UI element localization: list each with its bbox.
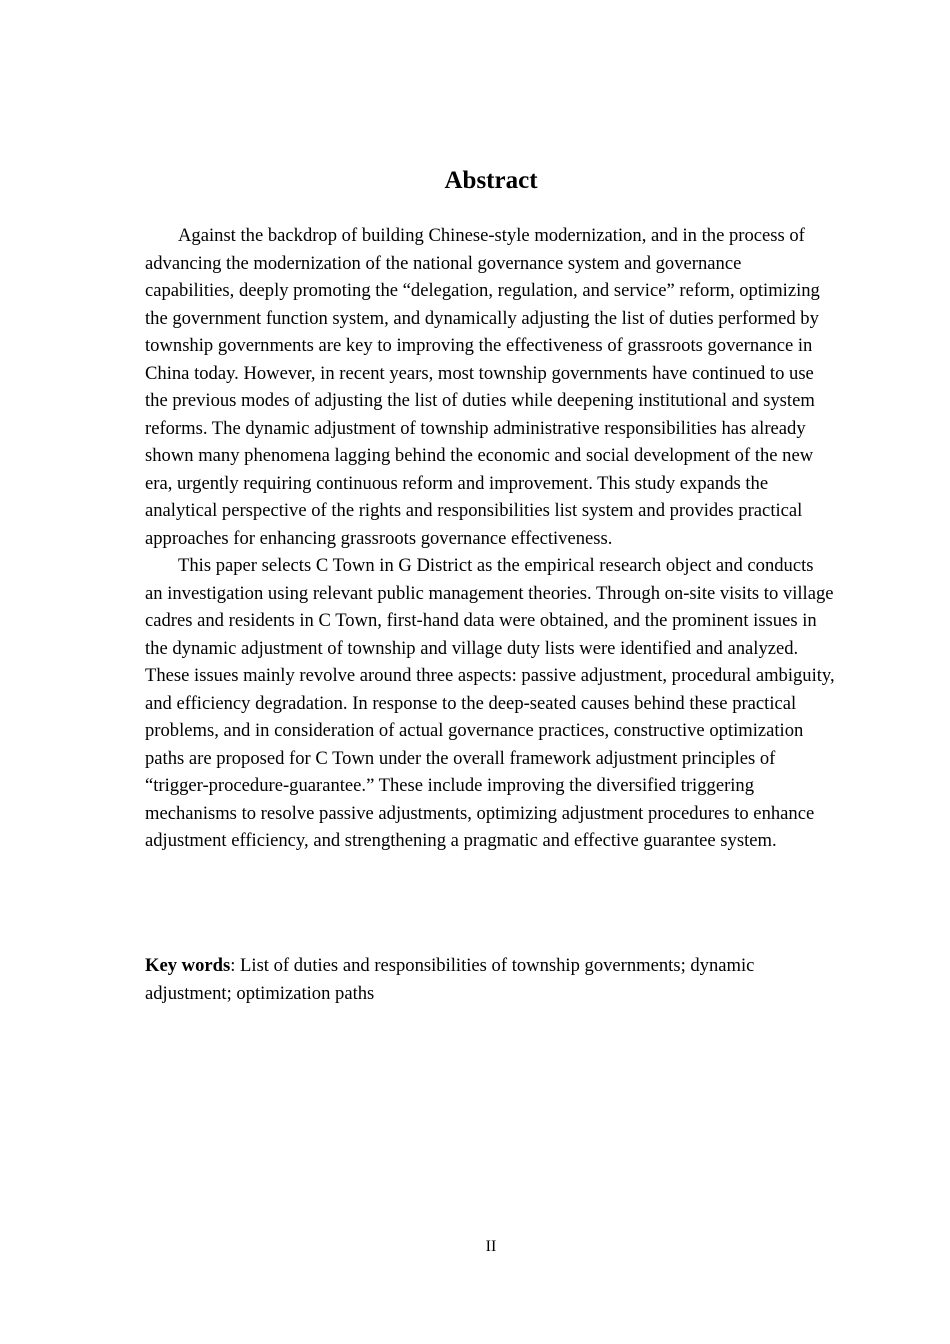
page-number: II bbox=[485, 1238, 497, 1255]
abstract-paragraph-1: Against the backdrop of building Chinese-style modernization, and in the process of advancing the modernization of the national governance system and governance capabilities, deeply promoting the “delegation, regulation, and service” reform, optimizing the government function system, and dynamically adjusting the list of duties performed by township governments are key to improving the effectiveness of grassroots governance in China today. However, in recent years, most township governments have continued to use the previous modes of adjusting the list of duties while deepening institutional and system reforms. The dynamic adjustment of township administrative responsibilities has already shown many phenomena lagging behind the economic and social development of the new era, urgently requiring continuous reform and improvement. This study expands the analytical perspective of the rights and responsibilities list system and provides practical approaches for enhancing grassroots governance effectiveness. bbox=[145, 225, 820, 549]
keywords-text: List of duties and responsibilities of township governments; dynamic adjustment; optimization paths bbox=[145, 955, 755, 1004]
abstract-body bbox=[145, 222, 835, 855]
abstract-title: Abstract bbox=[444, 167, 538, 194]
abstract-paragraph-2: This paper selects C Town in G District as the empirical research object and conducts an investigation using relevant public management theories. Through on-site visits to village cadres and residents in C Town, first-hand data were obtained, and the prominent issues in the dynamic adjustment of township and village duty lists were identified and analyzed. These issues mainly revolve around three aspects: passive adjustment, procedural ambiguity, and efficiency degradation. In response to the deep-seated causes behind these practical problems, and in consideration of actual governance practices, constructive optimization paths are proposed for C Town under the overall framework adjustment principles of “trigger-procedure-guarantee.” These include improving the diversified triggering mechanisms to resolve passive adjustments, optimizing adjustment procedures to enhance adjustment efficiency, and strengthening a pragmatic and effective guarantee system. bbox=[145, 555, 835, 851]
keywords-line bbox=[145, 952, 835, 1007]
keywords-separator: : bbox=[230, 955, 241, 976]
keywords-label: Key words bbox=[145, 955, 231, 976]
